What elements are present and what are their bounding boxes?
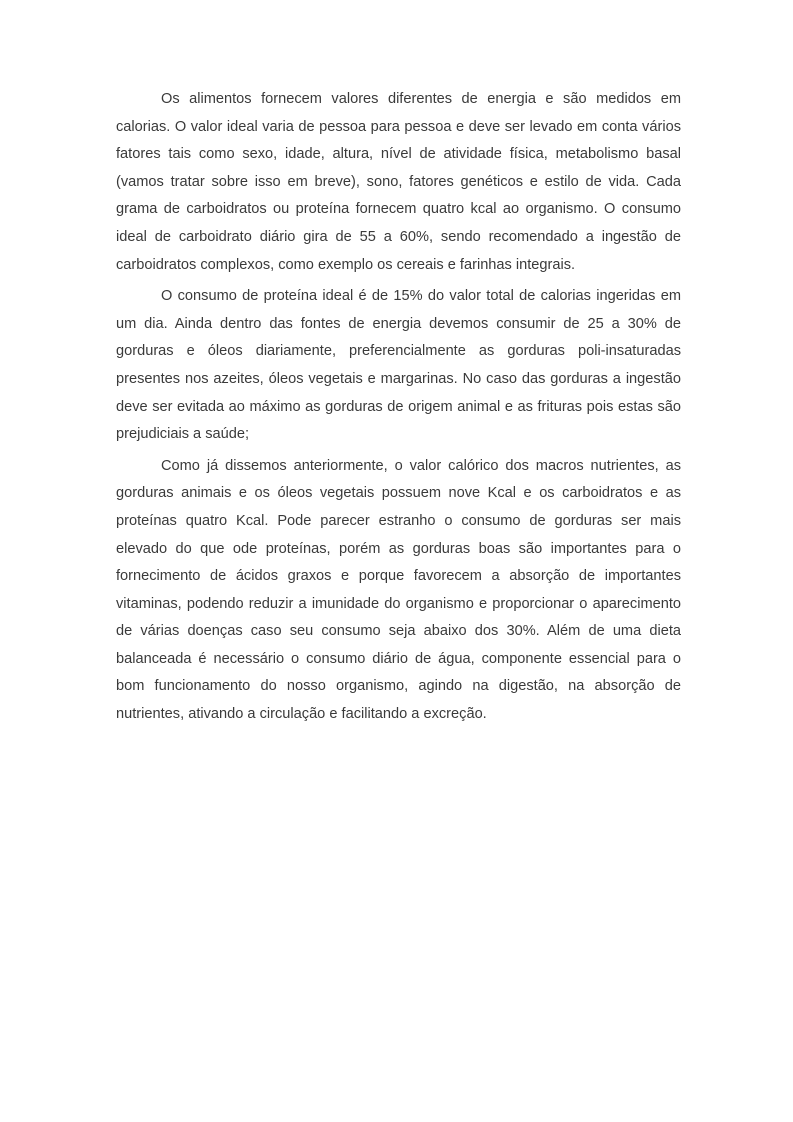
paragraph-calories: Os alimentos fornecem valores diferentes de energia e são medidos em calorias. O valor ideal varia de pessoa para pessoa e deve ser levado em conta vários fatores tais como sexo, idade, altura, nível de atividade física, metabolismo basal (vamos tratar sobre isso em breve), sono, fatores genéticos e estilo de vida. Cada grama de carboidratos ou proteína fornecem quatro kcal ao organismo. O consumo ideal de carboidrato diário gira de 55 a 60%, sendo recomendado a ingestão de carboidratos complexos, como exemplo os cereais e farinhas integrais. bbox=[116, 91, 681, 273]
paragraph-macronutrients-water: Como já dissemos anteriormente, o valor calórico dos macros nutrientes, as gorduras animais e os óleos vegetais possuem nove Kcal e os carboidratos e as proteínas quatro Kcal. Pode parecer estranho o consumo de gorduras ser mais elevado do que ode proteínas, porém as gorduras boas são importantes para o fornecimento de ácidos graxos e porque favorecem a absorção de importantes vitaminas, podendo reduzir a imunidade do organismo e proporcionar o aparecimento de várias doenças caso seu consumo seja abaixo dos 30%. Além de uma dieta balanceada é necessário o consumo diário de água, componente essencial para o bom funcionamento do nosso organismo, agindo na digestão, na absorção de nutrientes, ativando a circulação e facilitando a excreção. bbox=[116, 457, 681, 723]
paragraph-protein-fats: O consumo de proteína ideal é de 15% do valor total de calorias ingeridas em um dia. Ainda dentro das fontes de energia devemos consumir de 25 a 30% de gorduras e óleos diariamente, preferencialmente as gorduras poli-insaturadas presentes nos azeites, óleos vegetais e margarinas. No caso das gorduras a ingestão deve ser evitada ao máximo as gorduras de origem animal e as frituras pois estas são prejudiciais a saúde; bbox=[116, 288, 681, 443]
document-page bbox=[116, 86, 681, 733]
